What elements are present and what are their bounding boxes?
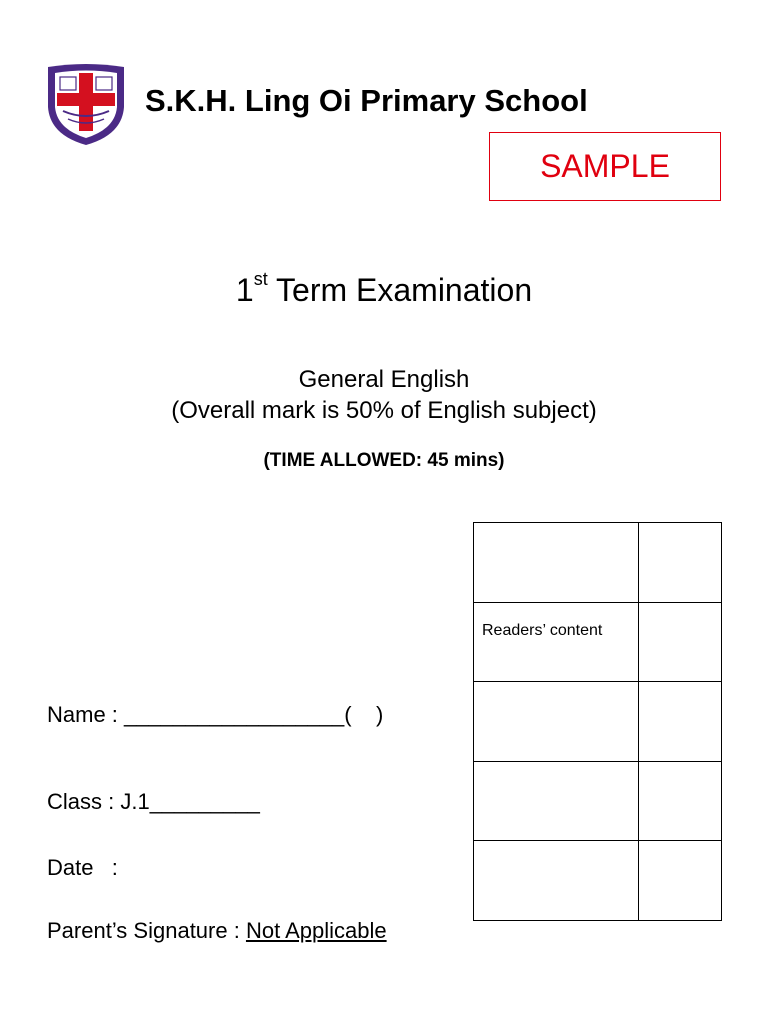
sample-stamp: [489, 132, 721, 201]
score-cell: [639, 602, 722, 682]
term-number: 1: [235, 272, 254, 308]
score-cell: [639, 682, 722, 762]
score-cell: [639, 523, 722, 603]
sample-stamp-label: SAMPLE: [540, 148, 670, 184]
school-name: S.K.H. Ling Oi Primary School: [145, 83, 588, 118]
class-field[interactable]: Class : J.1_________: [47, 789, 260, 814]
time-allowed: (TIME ALLOWED: 45 mins): [263, 450, 505, 471]
exam-title-text: Term Examination: [276, 272, 533, 308]
table-row: [474, 761, 722, 841]
subject-name: General English: [298, 366, 470, 393]
criterion-cell: [474, 841, 639, 921]
exam-title: [0, 269, 768, 309]
name-label: Name :: [47, 702, 118, 727]
criterion-cell: [474, 682, 639, 762]
term-suffix: st: [253, 269, 268, 290]
subject-note: (Overall mark is 50% of English subject): [171, 397, 597, 424]
criterion-cell: [474, 761, 639, 841]
score-cell: [639, 761, 722, 841]
signature-field: [47, 918, 387, 944]
criterion-label: [474, 762, 638, 781]
criterion-cell: [474, 523, 639, 603]
name-field[interactable]: [47, 702, 383, 728]
marks-table: [473, 522, 722, 921]
criterion-label: [474, 841, 638, 860]
date-field[interactable]: Date :: [47, 855, 118, 880]
criterion-label: [474, 523, 638, 542]
table-row: [474, 602, 722, 682]
criterion-label: [474, 682, 638, 701]
criterion-label: Readers’ content: [482, 621, 603, 639]
criterion-cell: [474, 602, 639, 682]
table-row: [474, 682, 722, 762]
table-row: [474, 523, 722, 603]
school-crest-icon: [46, 63, 126, 147]
table-row: [474, 841, 722, 921]
score-cell: [639, 841, 722, 921]
subject-block: [0, 364, 768, 426]
signature-value: Not Applicable: [245, 918, 387, 943]
signature-label: Parent’s Signature :: [47, 918, 240, 943]
name-blank[interactable]: __________________( ): [124, 702, 384, 727]
